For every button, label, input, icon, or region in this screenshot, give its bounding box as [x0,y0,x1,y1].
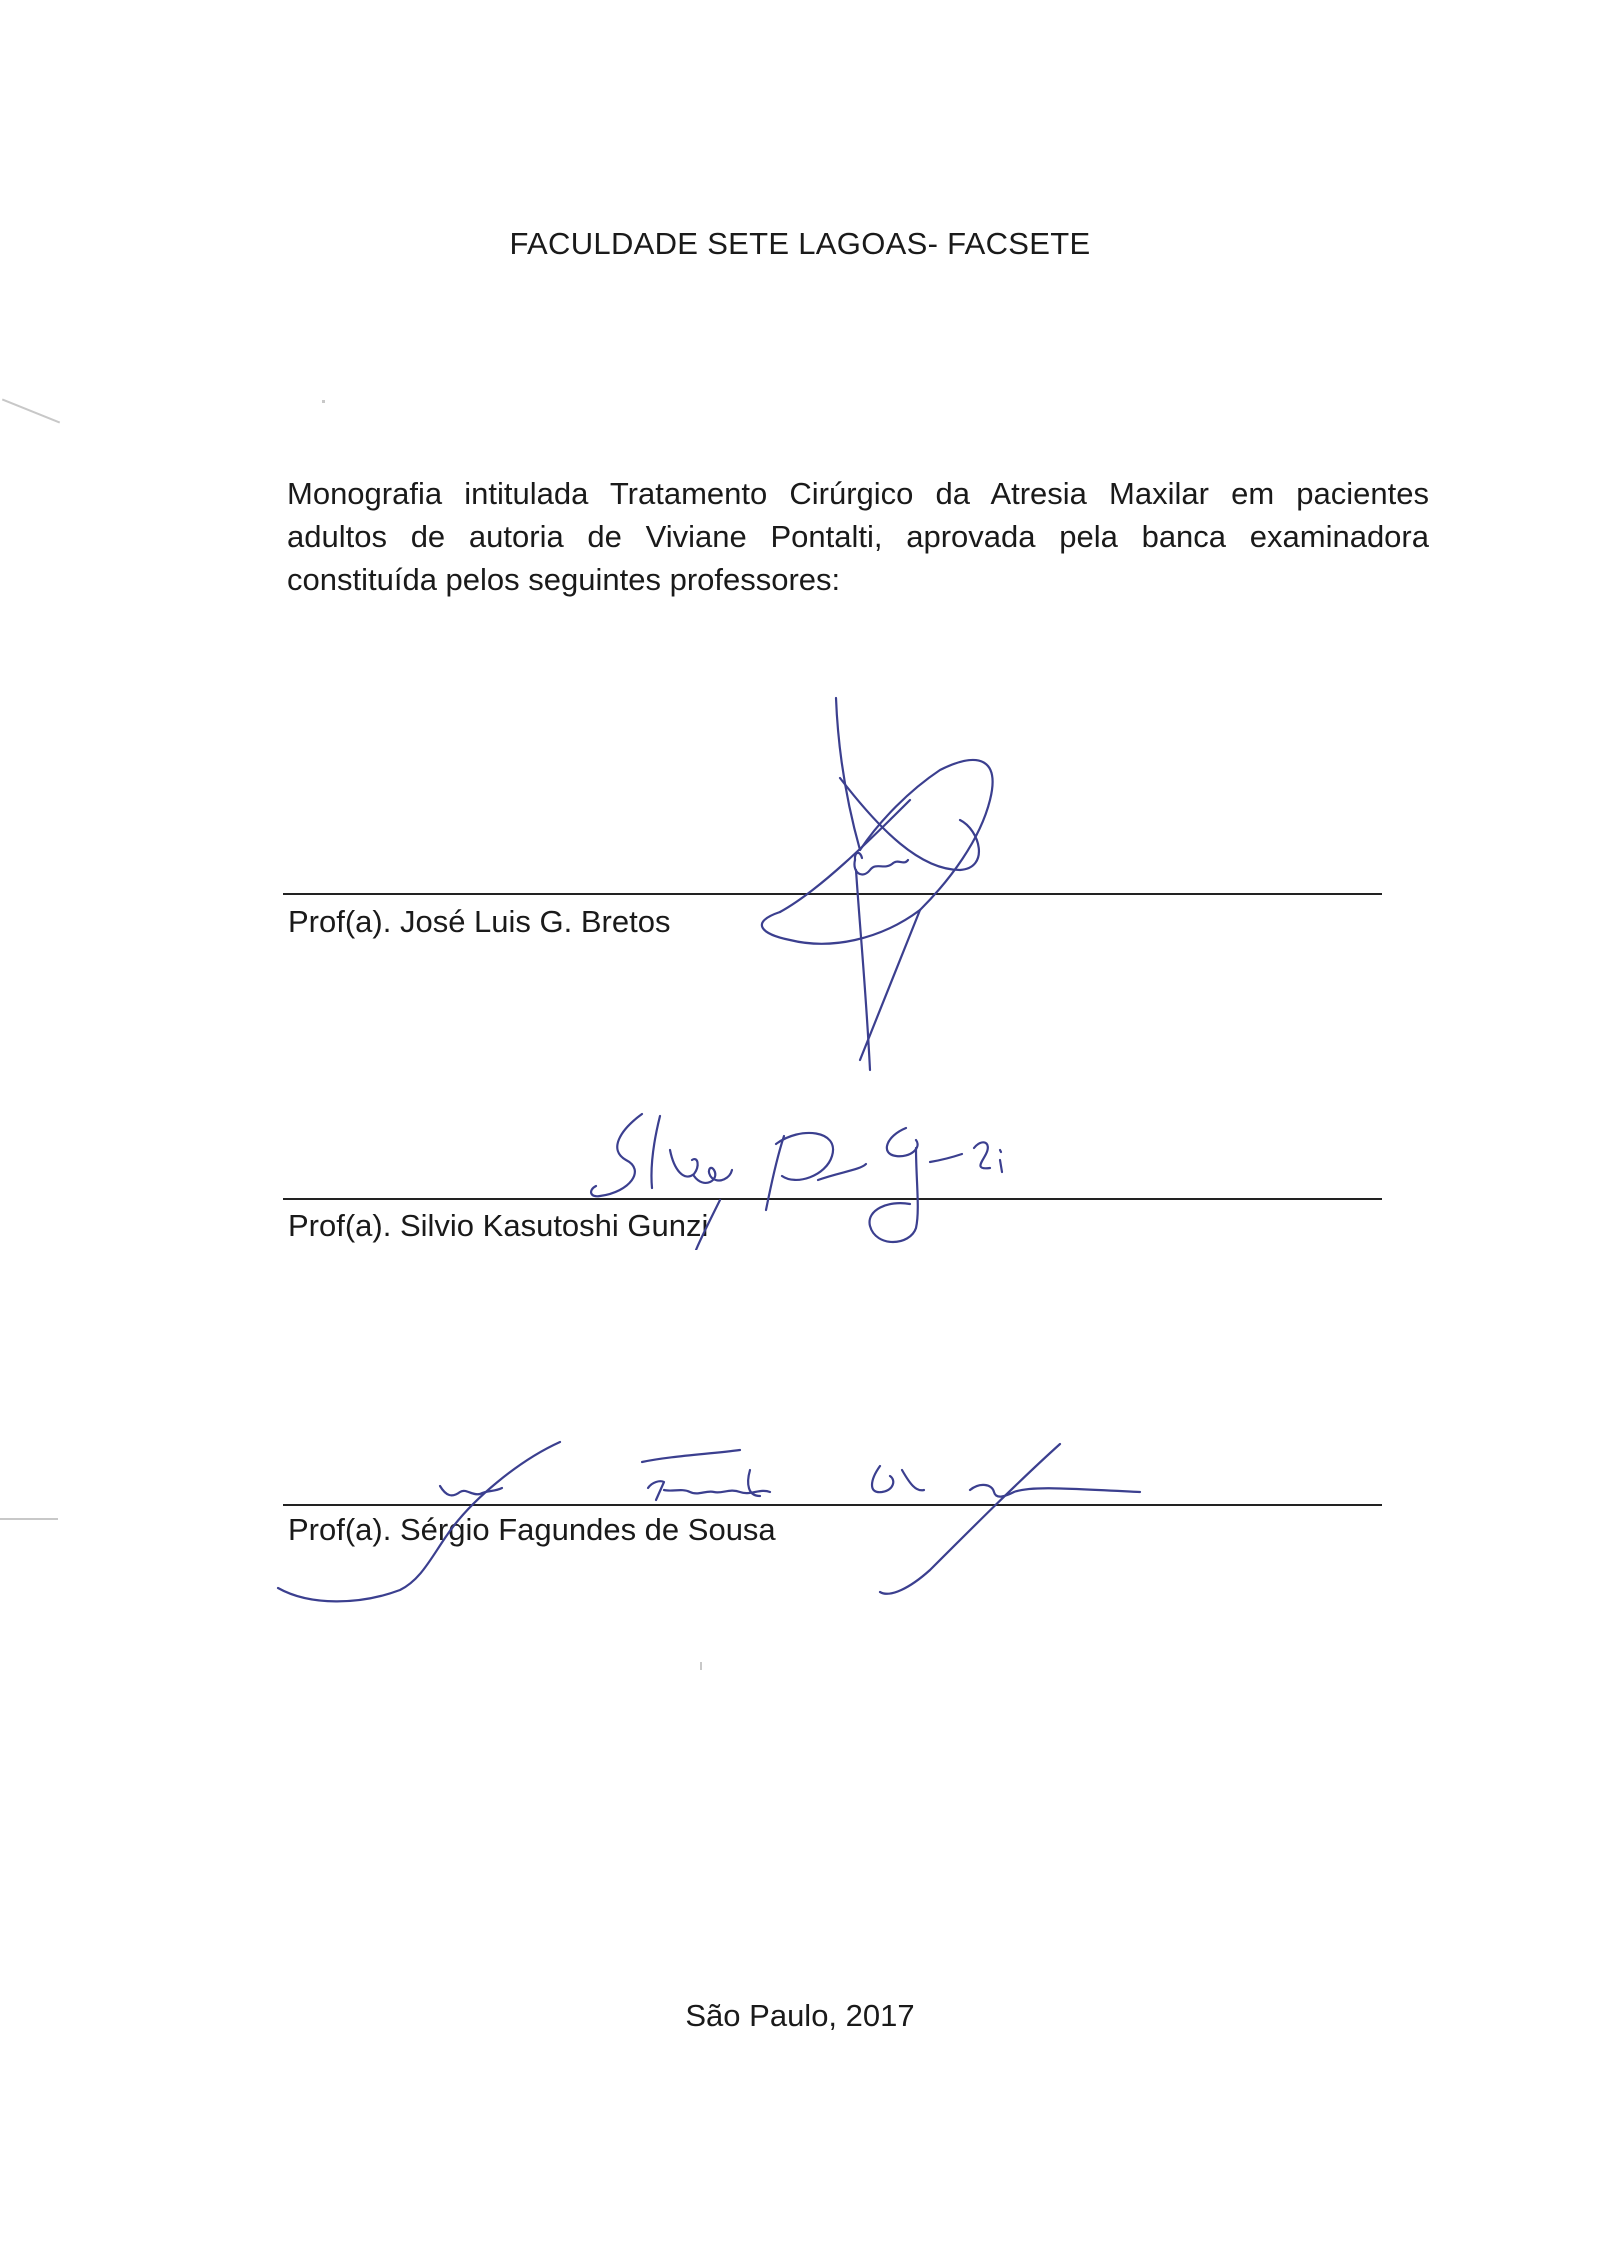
scan-speck [322,400,325,403]
approval-paragraph: Monografia intitulada Tratamento Cirúrgico da Atresia Maxilar em pacientes adultos de autoria de Viviane Pontalti, aprovada pela banca examinadora constituída pelos seguintes professores: [287,476,1429,597]
examiner-name-2: Prof(a). Silvio Kasutoshi Gunzi [288,1208,709,1243]
scan-speck [0,1518,58,1520]
signature-line-1 [283,893,1382,895]
examiner-name-1: Prof(a). José Luis G. Bretos [288,904,671,939]
institution-title: FACULDADE SETE LAGOAS- FACSETE [509,226,1091,261]
place-date: São Paulo, 2017 [685,1998,915,2033]
scan-speck [700,1662,702,1670]
examiner-name-3: Prof(a). Sérgio Fagundes de Sousa [288,1512,776,1547]
signature-jose-luis-bretos [680,690,1020,1110]
scan-speck [2,398,60,423]
signature-line-2 [283,1198,1382,1200]
signature-line-3 [283,1504,1382,1506]
